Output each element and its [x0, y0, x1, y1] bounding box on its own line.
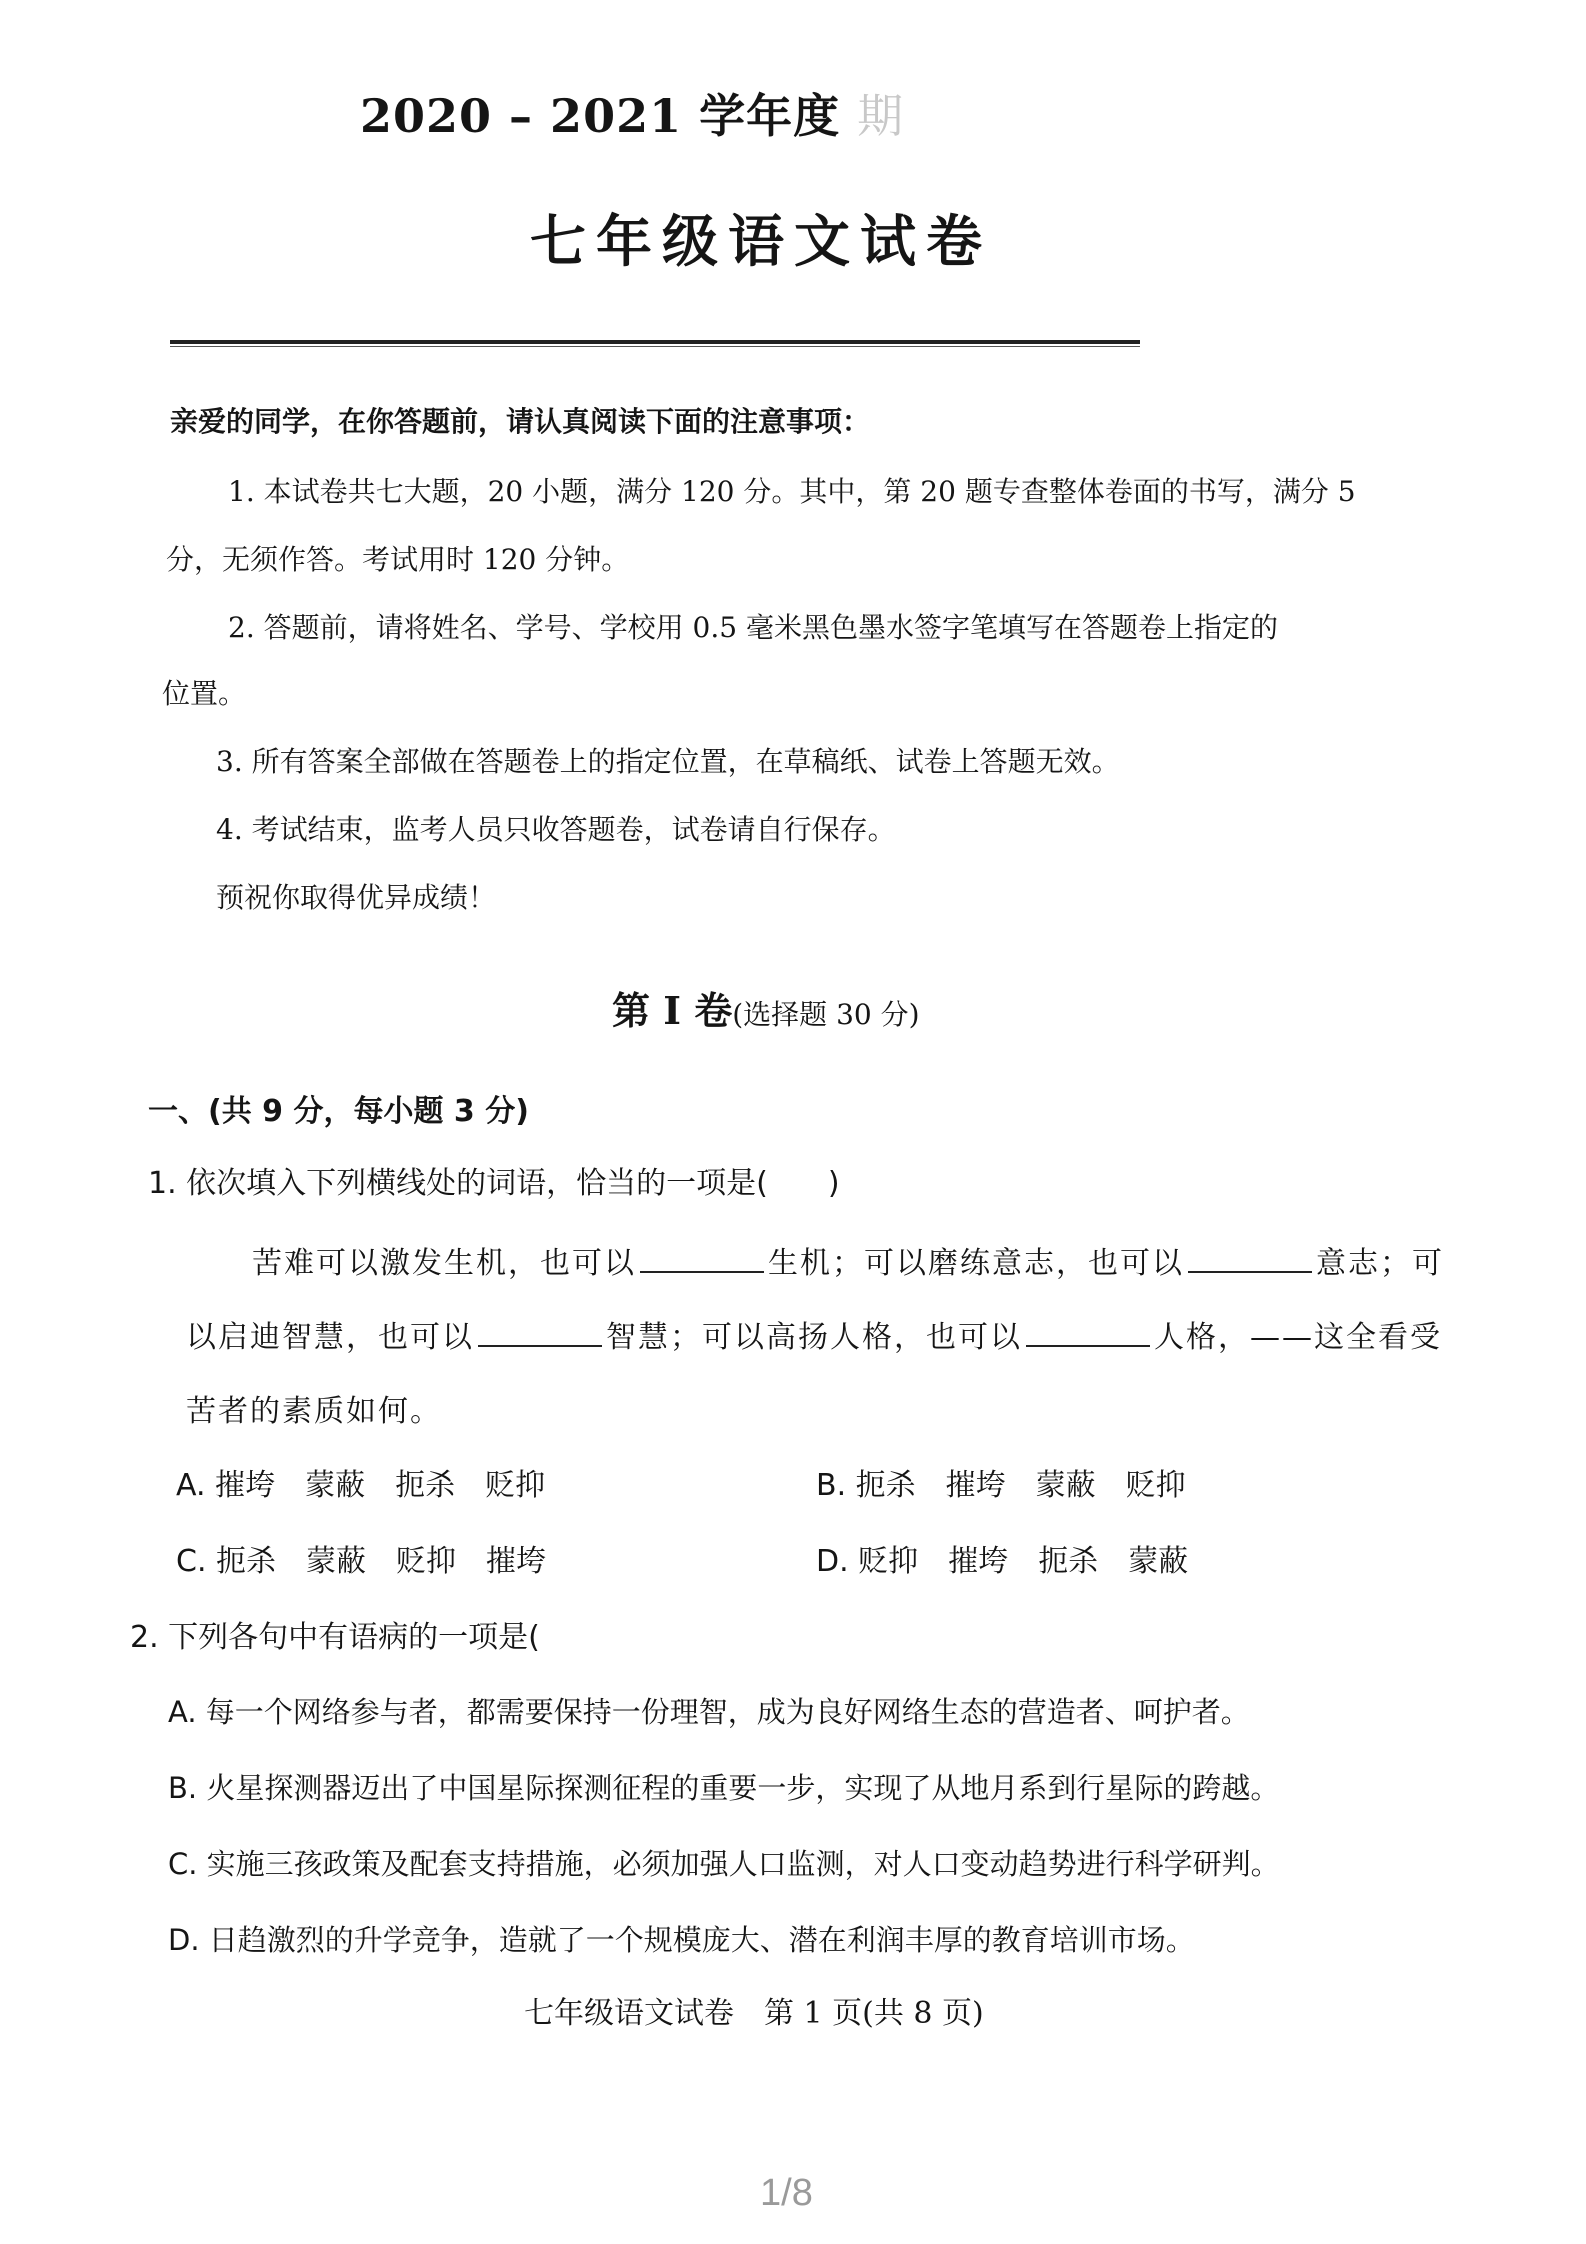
school-year-faded-text: 期 — [857, 89, 905, 143]
q1-option-b-word: 摧垮 — [945, 1468, 1006, 1503]
part-1-heading: 一、(共 9 分，每小题 3 分) — [148, 1094, 529, 1129]
q1-option-d-word: 扼杀 — [1038, 1544, 1099, 1579]
exam-title: 七年级语文试卷 — [530, 209, 992, 275]
viewer-page-indicator: 1/8 — [760, 2172, 813, 2214]
question-2-stem: 2. 下列各句中有语病的一项是( — [130, 1620, 540, 1655]
q1-option-d-word: 蒙蔽 — [1128, 1544, 1189, 1579]
q1-option-b-word: 蒙蔽 — [1035, 1468, 1096, 1503]
question-2-option-a: A. 每一个网络参与者，都需要保持一份理智，成为良好网络生态的营造者、呵护者。 — [168, 1695, 1250, 1729]
question-1-option-a — [176, 1460, 575, 1504]
notice-intro: 亲爱的同学，在你答题前，请认真阅读下面的注意事项： — [170, 405, 871, 438]
question-1-passage-line-1 — [252, 1238, 1444, 1282]
q1-option-a-word: A. 摧垮 — [176, 1468, 276, 1503]
q1-text-1b: 生机；可以磨练意志，也可以 — [768, 1246, 1184, 1281]
q1-option-d-word: D. 贬抑 — [816, 1544, 919, 1579]
q1-text-1c: 意志；可 — [1316, 1246, 1444, 1281]
notice-item-3: 3. 所有答案全部做在答题卷上的指定位置，在草稿纸、试卷上答题无效。 — [216, 745, 1120, 778]
q1-option-c-word: 摧垮 — [486, 1544, 547, 1579]
school-year-text: 2020 – 2021 学年度 — [360, 89, 841, 143]
notice-item-1a: 1. 本试卷共七大题，20 小题，满分 120 分。其中，第 20 题专查整体卷面的书写，满分 5 — [228, 475, 1356, 508]
question-1-passage-line-2 — [186, 1312, 1442, 1356]
q1-option-b-word: 贬抑 — [1125, 1468, 1186, 1503]
q1-text-2b: 智慧；可以高扬人格，也可以 — [606, 1320, 1022, 1355]
q1-blank-4 — [1026, 1343, 1150, 1347]
notice-item-4: 4. 考试结束，监考人员只收答题卷，试卷请自行保存。 — [216, 813, 896, 846]
notice-wish: 预祝你取得优异成绩！ — [216, 881, 497, 914]
q1-text-2a: 以启迪智慧，也可以 — [186, 1320, 474, 1355]
q1-option-b-word: B. 扼杀 — [816, 1468, 916, 1503]
notice-item-2a: 2. 答题前，请将姓名、学号、学校用 0.5 毫米黑色墨水签字笔填写在答题卷上指定的 — [228, 611, 1278, 644]
q1-blank-1 — [640, 1269, 764, 1273]
q1-option-c-word: 蒙蔽 — [306, 1544, 367, 1579]
question-1-stem: 1. 依次填入下列横线处的词语，恰当的一项是( ) — [148, 1166, 840, 1201]
q1-text-2c: 人格，——这全看受 — [1154, 1320, 1442, 1355]
question-1-option-b — [816, 1460, 1216, 1504]
question-1-option-c — [176, 1536, 576, 1580]
question-2-option-d: D. 日趋激烈的升学竞争，造就了一个规模庞大、潜在利润丰厚的教育培训市场。 — [168, 1923, 1195, 1957]
section-title-main: 第 I 卷 — [612, 988, 733, 1033]
section-title — [612, 980, 920, 1035]
q1-option-c-word: C. 扼杀 — [176, 1544, 277, 1579]
title-divider — [170, 340, 1140, 347]
q1-option-a-word: 贬抑 — [485, 1468, 546, 1503]
q1-blank-3 — [478, 1343, 602, 1347]
q1-option-a-word: 蒙蔽 — [305, 1468, 366, 1503]
q1-option-a-word: 扼杀 — [395, 1468, 456, 1503]
school-year-header — [360, 80, 904, 146]
page-footer: 七年级语文试卷 第 1 页(共 8 页) — [524, 1996, 984, 2031]
question-2-option-c: C. 实施三孩政策及配套支持措施，必须加强人口监测，对人口变动趋势进行科学研判。 — [168, 1847, 1280, 1881]
question-1-option-d — [816, 1536, 1218, 1580]
q1-text-1a: 苦难可以激发生机，也可以 — [252, 1246, 636, 1281]
q1-option-c-word: 贬抑 — [396, 1544, 457, 1579]
question-1-passage-line-3: 苦者的素质如何。 — [186, 1394, 442, 1429]
notice-item-2b: 位置。 — [162, 677, 247, 710]
notice-item-1b: 分，无须作答。考试用时 120 分钟。 — [166, 543, 630, 576]
q1-option-d-word: 摧垮 — [948, 1544, 1009, 1579]
q1-blank-2 — [1188, 1269, 1312, 1273]
question-2-option-b: B. 火星探测器迈出了中国星际探测征程的重要一步，实现了从地月系到行星际的跨越。 — [168, 1771, 1280, 1805]
section-title-sub: (选择题 30 分) — [732, 998, 920, 1031]
